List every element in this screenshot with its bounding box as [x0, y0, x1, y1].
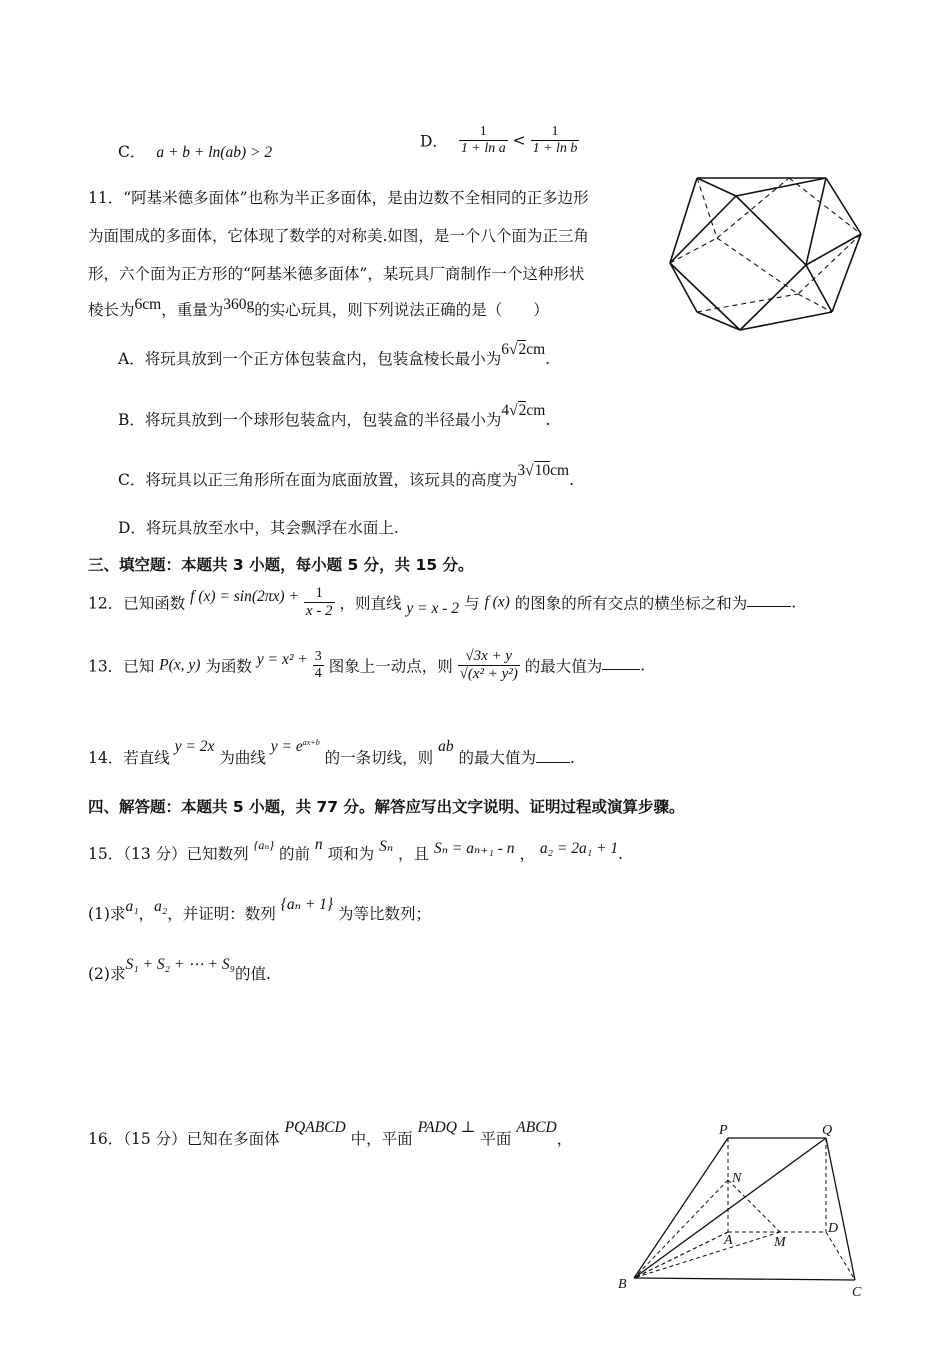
q15-stem: 15．（13 分）已知数列 $^{\{a_n\}}$ 的前 n 项和为 Sₙ ，且 Sₙ = aₙ₊₁ - n ， a₂ = 2a₁ + 1.: [88, 836, 624, 863]
q10-option-c: [118, 140, 272, 162]
term-a1: a₁: [125, 898, 139, 915]
plane-abcd: ABCD: [516, 1119, 557, 1136]
variable-n: n: [314, 836, 323, 853]
label-d: D: [828, 1221, 839, 1236]
q10-option-d: [420, 124, 579, 157]
relation-a2: a₂ = 2a₁ + 1: [539, 840, 619, 857]
sum-sn: Sₙ: [379, 838, 394, 855]
option-d-fraction-right: $\frac{1}{\text{1 + ln b}}$: [532, 124, 578, 156]
q15-part-2: (2)求S₁ + S₂ + ⋯ + S₉的值.: [88, 956, 271, 983]
q11-option-b: B．将玩具放到一个球形包装盒内，包装盒的半径最小为4√2cm.: [118, 402, 551, 429]
polyhedron-name: PQABCD: [284, 1119, 346, 1136]
line-y-x-2: y = x - 2: [406, 599, 460, 617]
label-b: B: [618, 1277, 627, 1292]
q12: 12．已知函数 f (x) = sin(2πx) + $\frac{1}{x - 2}$ ，则直线 y = x - 2 与 f (x) 的图象的所有交点的横坐标之和为 .: [88, 585, 797, 619]
answer-blank[interactable]: [536, 748, 570, 763]
sequence-an-plus-1: {aₙ + 1}: [280, 896, 334, 913]
weight: 360g: [223, 296, 255, 313]
plane-padq: PADQ ⊥: [417, 1119, 476, 1136]
ratio-expression: $\frac{√3x + y}{\text{√(x² + y²)}}$: [459, 648, 518, 682]
line-y-2x: y = 2x: [174, 738, 215, 755]
q13: 13．已知 P(x, y) 为函数 y = x² + $\frac{3}{4}$ 图象上一动点，则 $\frac{√3x + y}{\text{√(x² + y²)}}$ 的最大值为 .: [88, 648, 646, 682]
section-4-heading: 四、解答题：本题共 5 小题，共 77 分。解答应写出文字说明、证明过程或演算步骤。: [88, 798, 685, 816]
q11-option-c: C．将玩具以正三角形所在面为底面放置，该玩具的高度为3√10cm.: [118, 462, 575, 489]
point-p: P(x, y): [159, 656, 201, 674]
option-label: D．: [420, 132, 448, 151]
label-m: M: [774, 1235, 786, 1250]
q11-option-d: D．将玩具放至水中，其会飘浮在水面上.: [118, 519, 399, 537]
label-q: Q: [822, 1123, 833, 1138]
option-c-expression: a + b + ln(ab) > 2: [156, 144, 273, 161]
q11-line-3: 形，六个面为正方形的“阿基米德多面体”，某玩具厂商制作一个这种形状: [88, 265, 585, 283]
answer-blank[interactable]: [747, 592, 791, 607]
option-label: C．: [118, 143, 146, 161]
function-f: f (x) = sin(2πx) +: [190, 587, 299, 605]
q11-line-1: 11．“阿基米德多面体”也称为半正多面体，是由边数不全相同的正多边形: [88, 189, 589, 207]
q11-option-a: A．将玩具放到一个正方体包装盒内，包装盒棱长最小为6√2cm.: [118, 341, 551, 368]
polyhedron-figure: [612, 1118, 872, 1300]
q11-line-2: 为面围成的多面体，它体现了数学的对称美.如图，是一个八个面为正三角: [88, 227, 589, 245]
relation-sn: Sₙ = aₙ₊₁ - n: [434, 840, 515, 857]
fraction-3-over-4: $\frac{3}{4}$: [314, 649, 322, 681]
option-d-fraction-left: $\frac{1}{\text{1 + ln a}}$: [460, 124, 506, 156]
q15-part-1: (1)求a₁，a₂，并证明：数列 {aₙ + 1} 为等比数列；: [88, 896, 432, 923]
q11-line-4: 棱长为6cm，重量为360g的实心玩具，则下列说法正确的是（ ）: [88, 296, 549, 319]
fraction-1-over-x-2: $\frac{1}{x - 2}$: [305, 585, 333, 619]
q16-stem: 16．（15 分）已知在多面体 PQABCD 中，平面 PADQ ⊥ 平面 ABCD，: [88, 1119, 573, 1148]
curve-y-exp: y = e: [270, 738, 303, 755]
q14: 14．若直线 y = 2x 为曲线 $y = e^{ax+b}$ 的一条切线，则 ab 的最大值为 .: [88, 737, 575, 767]
label-n: N: [732, 1171, 742, 1186]
edge-length: 6cm: [134, 296, 162, 313]
answer-blank[interactable]: [602, 655, 640, 670]
term-a2: a₂: [154, 898, 168, 915]
sequence-an: {aₙ}: [253, 838, 275, 852]
sum-s1-to-s9: S₁ + S₂ + ⋯ + S₉: [125, 956, 236, 973]
less-than-sign: <: [512, 131, 526, 150]
function-y: y = x² +: [256, 650, 308, 668]
label-p: P: [719, 1123, 728, 1138]
label-c: C: [852, 1285, 862, 1300]
product-ab: ab: [438, 738, 454, 755]
label-a: A: [724, 1233, 733, 1248]
cuboctahedron-figure: [668, 172, 863, 334]
section-3-heading: 三、填空题：本题共 3 小题，每小题 5 分，共 15 分。: [88, 556, 474, 574]
